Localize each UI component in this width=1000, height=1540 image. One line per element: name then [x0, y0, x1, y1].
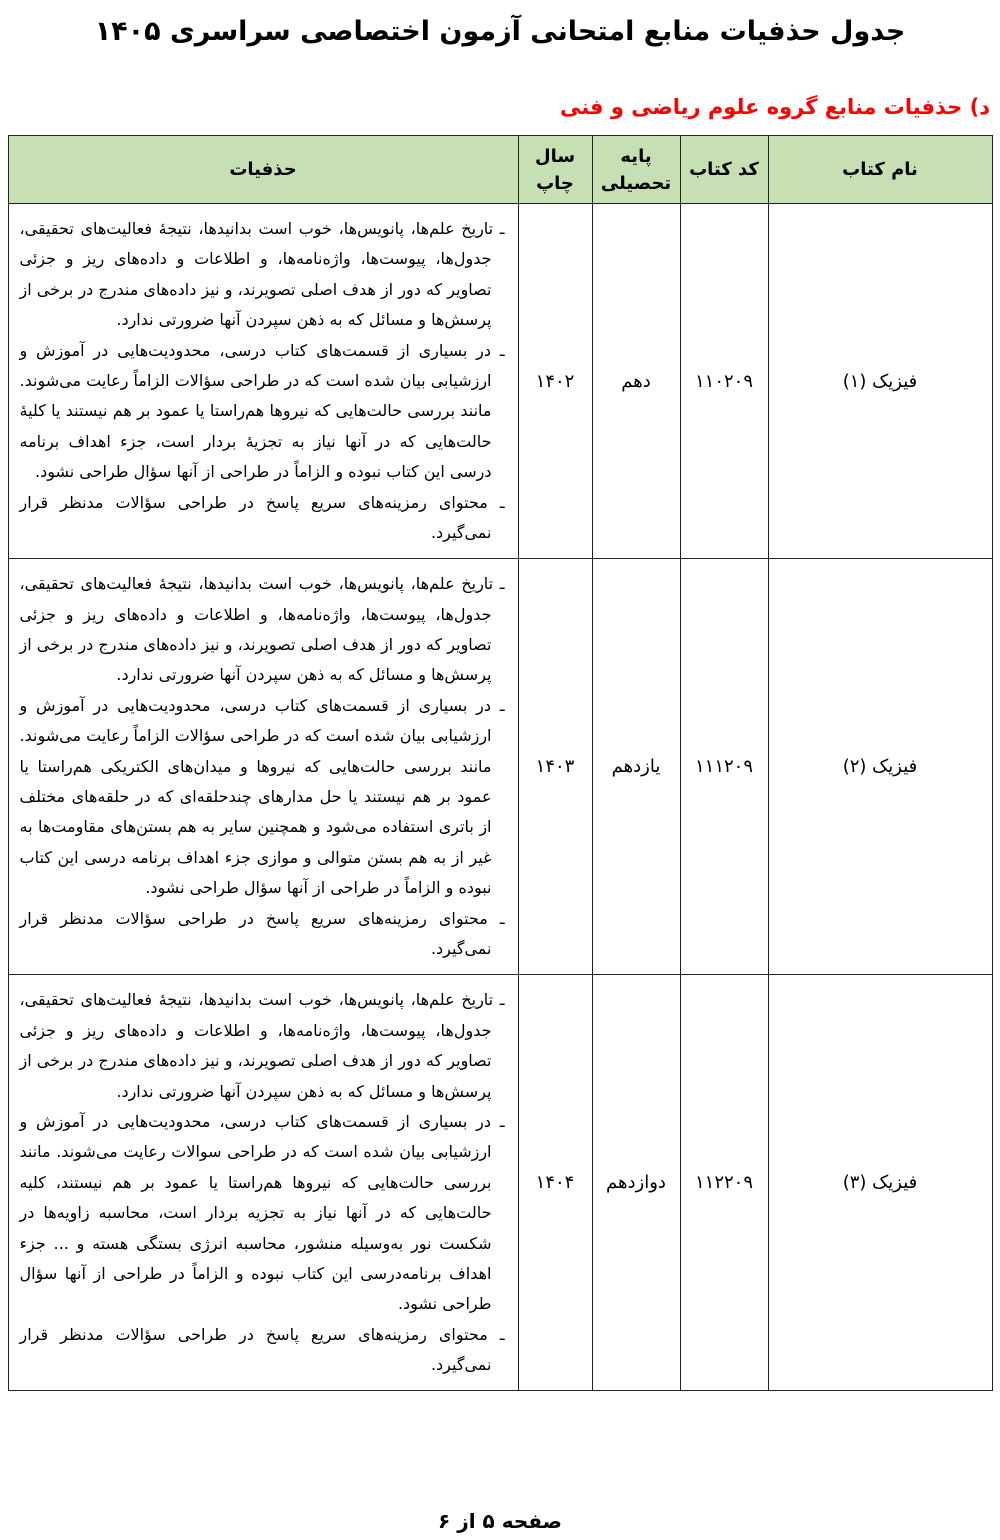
- cell-print-year: ۱۴۰۴: [518, 975, 592, 1391]
- cell-book-name: فیزیک (۳): [768, 975, 992, 1391]
- cell-book-name: فیزیک (۲): [768, 559, 992, 975]
- cell-book-code: ۱۱۱۲۰۹: [680, 559, 768, 975]
- col-header-print-year: سال چاپ: [518, 136, 592, 204]
- page-title: جدول حذفیات منابع امتحانی آزمون اختصاصی سراسری ۱۴۰۵: [94, 16, 906, 47]
- cell-omissions: [8, 975, 518, 1391]
- cell-print-year: ۱۴۰۲: [518, 204, 592, 559]
- cell-omissions: [8, 559, 518, 975]
- table-row: [8, 975, 992, 1391]
- cell-book-name: فیزیک (۱): [768, 204, 992, 559]
- table-row: [8, 559, 992, 975]
- col-header-omissions: حذفیات: [8, 136, 518, 204]
- cell-grade: دوازدهم: [592, 975, 680, 1391]
- table-body: [8, 204, 992, 1391]
- cell-grade: دهم: [592, 204, 680, 559]
- omission-item: ـ در بسیاری از قسمت‌های کتاب درسی، محدودیت‌هایی در آموزش و ارزشیابی بیان شده است که در طراحی سؤالات الزاماً رعایت می‌شوند. مانند بررسی حالت‌هایی که نیروها و میدان‌های الکتریکی هم‌راستا یا عمود بر هم نیستند یا حل مدارهای چندحلقه‌ای که در حلقه‌های مختلف از باتری استفاده می‌شود و همچنین سایر به هم بستن‌های مقاومت‌ها به غیر از به هم بستن متوالی و موازی جزء اهداف برنامه درسی این کتاب نبوده و الزاماً در طراحی از آنها سؤال طراحی نشود.: [19, 695, 505, 898]
- cell-print-year: ۱۴۰۳: [518, 559, 592, 975]
- omission-item: ـ تاریخ علم‌ها، پانویس‌ها، خوب است بدانیدها، نتیجهٔ فعالیت‌های تحقیقی، جدول‌ها، پیوست‌ها، واژه‌نامه‌ها، و اطلاعات و داده‌های ریز و جزئی تصاویر که دور از هدف اصلی تصویرند، و نیز داده‌های مندرج در برخی از پرسش‌ها و مسائل که به ذهن سپردن آنها ضرورتی ندارد.: [19, 990, 505, 1101]
- col-header-book-code: کد کتاب: [680, 136, 768, 204]
- omission-item: ـ محتوای رمزینه‌های سریع پاسخ در طراحی سؤالات مدنظر قرار نمی‌گیرد.: [19, 492, 505, 542]
- page-footer: صفحه ۵ از ۶: [438, 1509, 562, 1534]
- omissions-table: [8, 135, 993, 1391]
- table-row: [8, 204, 992, 559]
- omission-item: ـ محتوای رمزینه‌های سریع پاسخ در طراحی سؤالات مدنظر قرار نمی‌گیرد.: [19, 908, 505, 958]
- cell-book-code: ۱۱۰۲۰۹: [680, 204, 768, 559]
- cell-book-code: ۱۱۲۲۰۹: [680, 975, 768, 1391]
- cell-omissions: [8, 204, 518, 559]
- section-heading: د) حذفیات منابع گروه علوم ریاضی و فنی: [559, 95, 990, 119]
- omission-item: ـ تاریخ علم‌ها، پانویس‌ها، خوب است بدانیدها، نتیجهٔ فعالیت‌های تحقیقی، جدول‌ها، پیوست‌ها، واژه‌نامه‌ها، و اطلاعات و داده‌های ریز و جزئی تصاویر که دور از هدف اصلی تصویرند، و نیز داده‌های مندرج در برخی از پرسش‌ها و مسائل که به ذهن سپردن آنها ضرورتی ندارد.: [19, 219, 505, 330]
- omission-item: ـ تاریخ علم‌ها، پانویس‌ها، خوب است بدانیدها، نتیجهٔ فعالیت‌های تحقیقی، جدول‌ها، پیوست‌ها، واژه‌نامه‌ها، و اطلاعات و داده‌های ریز و جزئی تصاویر که دور از هدف اصلی تصویرند، و نیز داده‌های مندرج در برخی از پرسش‌ها و مسائل که به ذهن سپردن آنها ضرورتی ندارد.: [19, 574, 505, 685]
- omission-item: ـ در بسیاری از قسمت‌های کتاب درسی، محدودیت‌هایی در آموزش و ارزشیابی بیان شده است که در طراحی سوالات رعایت می‌شوند. مانند بررسی حالت‌هایی که نیروها هم‌راستا یا عمود بر هم نیستند، کلیه حالت‌هایی که در آنها نیاز به تجزیه بردار است، محاسبه زاویه‌ها در شکست نور به‌وسیله منشور، محاسبه انرژی بستگی هسته و ... جزء اهداف برنامه‌درسی این کتاب نبوده و الزاماً در طراحی از آنها سؤال طراحی نشود.: [19, 1111, 505, 1314]
- table-header-row: [8, 136, 992, 204]
- col-header-grade: پایه تحصیلی: [592, 136, 680, 204]
- omission-item: ـ محتوای رمزینه‌های سریع پاسخ در طراحی سؤالات مدنظر قرار نمی‌گیرد.: [19, 1324, 505, 1375]
- omission-item: ـ در بسیاری از قسمت‌های کتاب درسی، محدودیت‌هایی در آموزش و ارزشیابی بیان شده است که در طراحی سؤالات الزاماً رعایت می‌شوند. مانند بررسی حالت‌هایی که نیروها هم‌راستا یا عمود بر هم نیستند یا کلیهٔ حالت‌هایی که در آنها نیاز به تجزیهٔ بردار است، جزء اهداف برنامه درسی این کتاب نبوده و الزاماً در طراحی از آنها سؤال طراحی نشود.: [19, 340, 505, 482]
- cell-grade: یازدهم: [592, 559, 680, 975]
- col-header-book-name: نام کتاب: [768, 136, 992, 204]
